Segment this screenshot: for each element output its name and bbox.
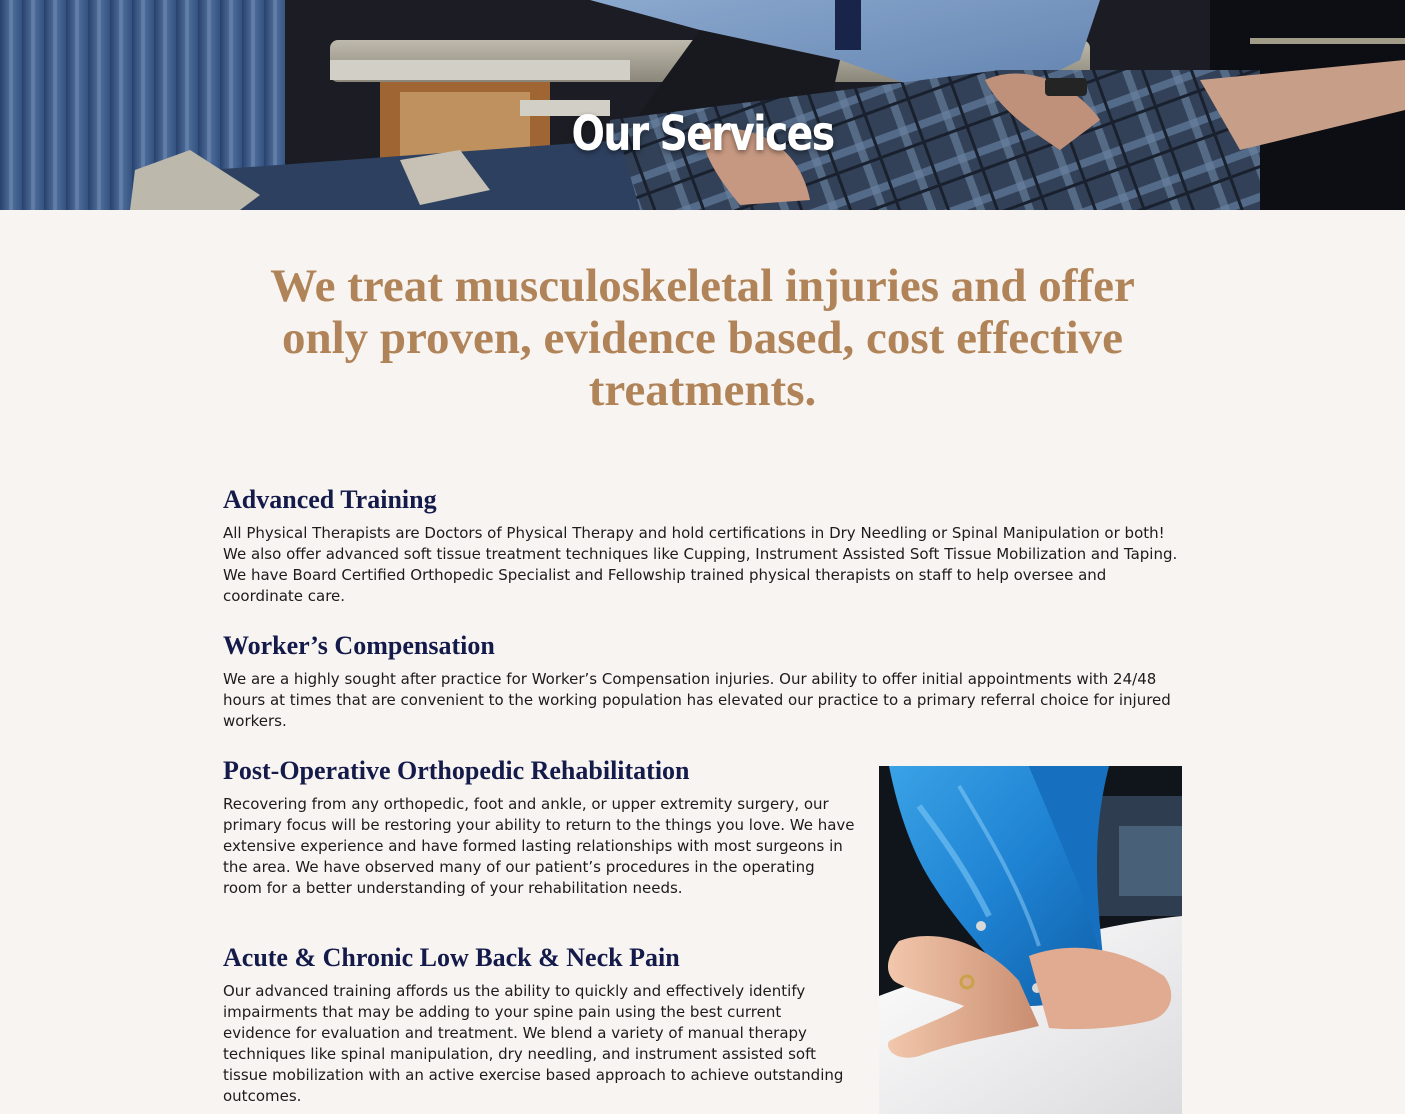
service-back-neck-pain <box>223 943 853 1107</box>
service-heading: Worker’s Compensation <box>223 631 495 660</box>
service-description: We are a highly sought after practice for Worker’s Compensation injuries. Our ability to offer initial appointments with 24/48 hours at times that are convenient to the working population has elevated our practice to a primary referral choice for injured workers. <box>223 670 1171 730</box>
service-heading: Post-Operative Orthopedic Rehabilitation <box>223 756 690 785</box>
manual-therapy-hands-photo <box>879 766 1182 1114</box>
service-heading: Acute & Chronic Low Back & Neck Pain <box>223 943 680 972</box>
service-description: Our advanced training affords us the ability to quickly and effectively identify impairments that may be adding to your spine pain using the best current evidence for evaluation and treatment. We blend a variety of manual therapy techniques like spinal manipulation, dry needling, and instrument assisted soft tissue mobilization with an active exercise based approach to achieve outstanding outcomes. <box>223 982 844 1105</box>
service-workers-compensation <box>223 631 1183 732</box>
hero-banner <box>0 0 1405 210</box>
services-content <box>0 210 1405 1114</box>
service-post-operative-rehab <box>223 756 858 899</box>
service-description: Recovering from any orthopedic, foot and ankle, or upper extremity surgery, our primary focus will be restoring your ability to return to the things you love. We have extensive experience and have formed lasting relationships with most surgeons in the area. We have observed many of our patient’s procedures in the operating room for a better understanding of your rehabilitation needs. <box>223 795 855 897</box>
service-heading: Advanced Training <box>223 485 437 514</box>
page-title: Our Services <box>571 106 834 163</box>
service-description: All Physical Therapists are Doctors of Physical Therapy and hold certifications in Dry Needling or Spinal Manipulation or both! We also offer advanced soft tissue treatment techniques like Cupping, Instrument Assisted Soft Tissue Mobilization and Taping. We have Board Certified Orthopedic Specialist and Fellowship trained physical therapists on staff to help oversee and coordinate care. <box>223 524 1178 605</box>
service-advanced-training <box>223 485 1183 607</box>
intro-tagline: We treat musculoskeletal injuries and offer only proven, evidence based, cost effective treatments. <box>270 260 1135 416</box>
manual-therapy-photo <box>879 766 1182 1114</box>
